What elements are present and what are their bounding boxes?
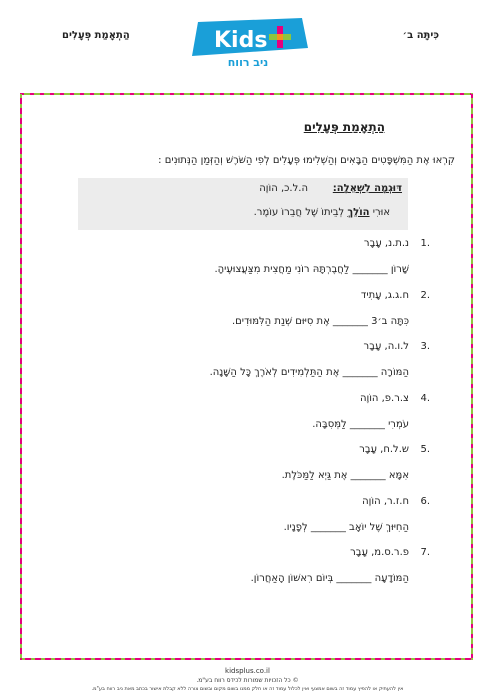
header-left-title: הַתְאָמַת פְּעָלִים: [62, 30, 130, 41]
footer-url: kidsplus.co.il: [225, 667, 270, 675]
question-root: ח.ג.ג, עָתִיד: [360, 290, 409, 301]
question-number: 4.: [420, 393, 430, 404]
question-root: ח.ז.ר, הוֹוֶה: [362, 496, 409, 507]
logo-word: Kids: [214, 28, 268, 53]
question-number: 5.: [420, 444, 430, 455]
question-root: ש.ל.ח, עָבָר: [359, 444, 409, 455]
question-sentence: הַמּוֹדָעָה _______ בְּיוֹם רִאשׁוֹן הָאַחֲרוֹן.: [250, 573, 409, 584]
question-number: 2.: [420, 290, 430, 301]
example-sentence: אוּרִי הוֹלֵךְ לְבֵיתוֹ שֶׁל חֲבֵרוֹ עוֹמֶר.: [253, 207, 390, 218]
question-sentence: הַמּוֹרָה _______ אֶת הַתַּלְמִידִים לְאֹרֶךְ כָּל הַשָּׁנָה.: [209, 367, 409, 378]
question-sentence: שָׁרוֹן _______ לַחֲבֶרְתָּהּ רוֹנִי מַחֲצִית מִצַּעֲצוּעֶיהָ.: [214, 264, 409, 275]
question-root: נ.ת.נ, עָבָר: [363, 238, 409, 249]
question-sentence: כִּתָּה ב׳3 _______ אֶת סִיּוּם שְׁנַת הַלִּמּוּדִים.: [231, 316, 409, 327]
footer-note: אין להעתיק או להפיץ עמוד זה בשום אמצעי ואין לכלול עמוד זה או חלק ממנו בשום מקום ובשום צורה ללא קבלת אישור בכתב מאת ניב רווח בע"מ.: [91, 686, 404, 692]
kids-logo: [184, 18, 312, 78]
example-label: דּוּגְמָה לִשְׁאֵלָה:: [332, 183, 402, 194]
question-sentence: אִמָּא _______ אֶת גַּיְא לַמַּכֹּלֶת.: [281, 470, 409, 481]
question-root: פ.ר.ס.מ, עָבָר: [350, 547, 409, 558]
question-root: ל.ו.ה, עָבָר: [363, 341, 409, 352]
question-sentence: הַחִיּוּךְ שֶׁל יוֹאָב _______ לְפָנָיו.: [283, 522, 409, 533]
example-root: ה.ל.כ, הוֹוֶה: [259, 183, 308, 194]
question-root: צ.ר.פ, הוֹוֶה: [359, 393, 409, 404]
header-right-class: כִּיתָּה ב׳: [402, 30, 439, 41]
question-number: 6.: [420, 496, 430, 507]
footer-copyright: © כל הזכויות שמורות לכידס רווח בע"מ.: [196, 677, 299, 684]
instructions: קִרְאוּ אֶת הַמִּשְׁפָּטִים הַבָּאִים וְהַשְׁלִימוּ פְּעָלִים לְפִי הַשֹּׁרֶשׁ וְהַזְּמַן הַנְּתוּנִים :: [158, 155, 455, 166]
question-number: 3.: [420, 341, 430, 352]
question-number: 1.: [420, 238, 430, 249]
logo-subtitle: ניב רווח: [227, 56, 269, 69]
question-number: 7.: [420, 547, 430, 558]
example-verb: הוֹלֵךְ: [347, 207, 370, 218]
question-sentence: עֹמְרִי _______ לַמְּסִבָּה.: [312, 419, 409, 430]
worksheet-title: הַתְאָמַת פְּעָלִים: [303, 120, 385, 134]
